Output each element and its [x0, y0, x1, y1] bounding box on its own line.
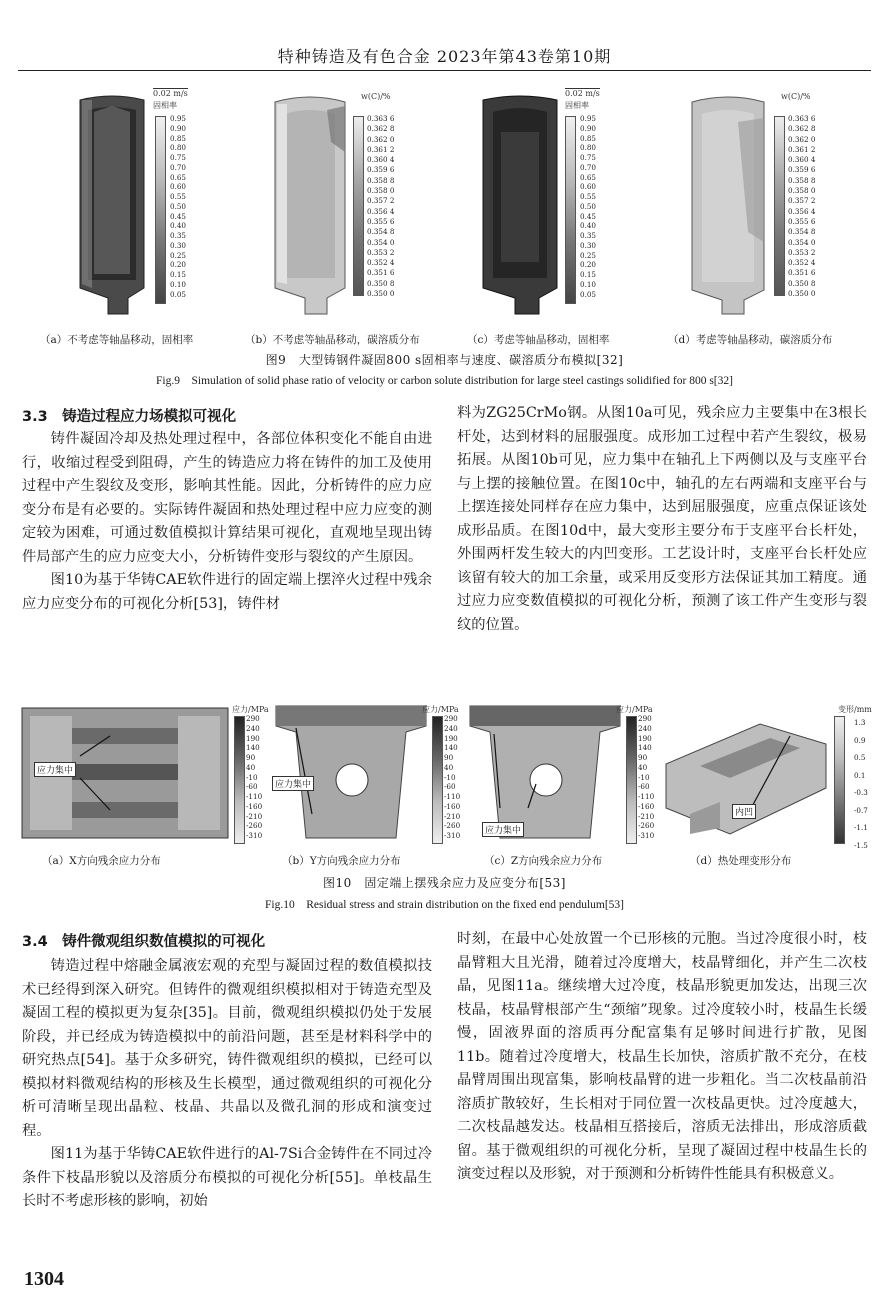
colorbar-tick: -110	[246, 792, 263, 801]
colorbar-tick: 0.353 2	[367, 247, 395, 257]
colorbar-tick: 0.35	[170, 231, 187, 240]
colorbar-tick: 0.10	[170, 279, 187, 289]
legend-title: 变形/mm	[838, 705, 872, 714]
colorbar-tick: 0.90	[170, 123, 187, 133]
colorbar-tick: -260	[638, 821, 655, 831]
colorbar-tick: 0.359 6	[367, 165, 395, 175]
fig9-panel-d	[678, 86, 838, 326]
colorbar-tick: -110	[638, 792, 655, 801]
colorbar-tick: 0.20	[170, 260, 187, 270]
fig9-title-en: Fig.9 Simulation of solid phase ratio of velocity or carbon solute distribution for large steel castings solidified for 800 s[32]	[156, 375, 733, 387]
colorbar-tick: -260	[444, 821, 461, 831]
colorbar-ticks	[854, 714, 868, 854]
colorbar-tick: 0.355 6	[367, 216, 395, 226]
colorbar-tick: -0.7	[854, 805, 868, 815]
colorbar-tick: 0.25	[170, 250, 187, 260]
colorbar-ticks	[444, 714, 460, 841]
colorbar-tick: 0.90	[580, 123, 597, 133]
fig9-title-cn: 图9 大型铸钢件凝固800 s固相率与速度、碳溶质分布模拟[32]	[265, 353, 624, 367]
legend-title: 应力/MPa	[422, 705, 459, 714]
legend-title: 固相率	[153, 101, 177, 110]
section-3-3-heading: 3.3 铸造过程应力场模拟可视化	[22, 409, 237, 425]
colorbar-tick: -310	[638, 831, 655, 840]
colorbar	[565, 116, 576, 304]
deformation-plot	[660, 704, 830, 844]
colorbar-tick: -60	[246, 782, 258, 792]
colorbar-tick: 140	[246, 743, 260, 753]
colorbar-tick: 0.55	[580, 192, 597, 201]
journal-title: 特种铸造及有色合金 2023年第43卷第10期	[277, 47, 612, 66]
colorbar-tick: 0.352 4	[367, 258, 395, 268]
colorbar-tick: 0.95	[580, 114, 597, 123]
colorbar-tick: 0.85	[170, 133, 187, 143]
colorbar-tick: 0.20	[580, 260, 597, 270]
paragraph: 图10为基于华铸CAE软件进行的固定端上摆淬火过程中残余应力应变分布的可视化分析[53]，铸件材	[22, 572, 432, 612]
colorbar-tick: 290	[638, 714, 652, 723]
colorbar-tick: 0.75	[580, 153, 597, 162]
colorbar-tick: 240	[638, 723, 652, 733]
colorbar-tick: 0.45	[170, 211, 187, 221]
fig9-panel-c	[475, 86, 625, 326]
fig10c-caption: （c）Z方向残余应力分布	[484, 855, 603, 867]
colorbar-tick: 0.357 2	[788, 196, 816, 206]
paragraph: 料为ZG25CrMo钢。从图10a可见，残余应力主要集中在3根长杆处，达到材料的屈服强度。成形加工过程中若产生裂纹，极易拓展。从图10b可见，应力集中在轴孔上下两侧以及与支座平台与上摆的接触位置。在图10c中，轴孔的左右两端和支座平台与上摆连接处同样存在应力集中，达到屈服强度，应重点保证该处成形品质。在图10d中，最大变形主要分布于支座平台长杆处，外围两杆发生较大的内凹变形。工艺设计时，支座平台长杆处应该留有较大的加工余量，或采用反变形方法保证其加工精度。通过应力应变数值模拟的可视化分析，预测了该工件产生变形与裂纹的位置。	[457, 405, 867, 633]
colorbar-tick: 0.362 0	[788, 134, 816, 144]
colorbar-tick: 0.70	[580, 162, 597, 172]
legend-title: 应力/MPa	[616, 705, 653, 714]
colorbar-tick: -60	[444, 782, 456, 792]
colorbar-ticks	[788, 114, 815, 299]
fig10-title-en: Fig.10 Residual stress and strain distribution on the fixed end pendulum[53]	[264, 899, 624, 911]
section-3-4-left-text	[22, 955, 432, 1214]
colorbar-tick: 0.70	[170, 162, 187, 172]
paragraph: 时刻，在最中心处放置一个已形核的元胞。当过冷度很小时，枝晶臂粗大且光滑，随着过冷度增大，枝晶臂细化，并产生二次枝晶，见图11a。继续增大过冷度，枝晶形貌更加发达，出现三次枝晶，枝晶臂根部产生“颈缩”现象。过冷度较小时，枝晶生长缓慢，固液界面的溶质再分配富集有足够时间进行扩散，见图11b。随着过冷度增大，枝晶生长加快，溶质扩散不充分，在枝晶臂周围出现富集，影响枝晶臂的进一步粗化。当二次枝晶前沿溶质扩散较好，生长相对于同位置一次枝晶更快。过冷度越大，二次枝晶越发达。枝晶相互搭接后，溶质无法排出，形成溶质截留。基于微观组织的可视化分析，呈现了凝固过程中枝晶生长的演变过程以及形貌，对于预测和分析铸件性能具有积极意义。	[457, 931, 867, 1182]
section-3-3-right-text	[457, 402, 867, 637]
colorbar-tick: 0.350 8	[788, 278, 816, 288]
colorbar-tick: -160	[638, 801, 655, 811]
colorbar-tick: -60	[638, 782, 650, 792]
colorbar-tick: 0.60	[580, 182, 597, 192]
colorbar-tick: 0.30	[170, 240, 187, 250]
colorbar-tick: -260	[246, 821, 263, 831]
fig10-panel-b	[272, 704, 472, 844]
colorbar-tick: -1.5	[854, 840, 868, 850]
colorbar-tick: 0.65	[580, 172, 597, 182]
colorbar-tick: 0.60	[170, 182, 187, 192]
section-3-4-right-text	[457, 928, 867, 1187]
colorbar-tick: 0.352 4	[788, 258, 816, 268]
colorbar-tick: 0.355 6	[788, 216, 816, 226]
casting-carbon-d	[678, 92, 778, 322]
fig9d-caption: （d）考虑等轴晶移动，碳溶质分布	[668, 334, 833, 346]
colorbar-tick: 0.354 8	[788, 227, 816, 237]
colorbar-tick: 140	[638, 743, 652, 753]
colorbar-tick: 90	[638, 753, 648, 762]
colorbar-tick: 0.358 8	[367, 175, 395, 185]
colorbar-tick: 90	[246, 753, 256, 762]
fig10-panel-a	[20, 704, 270, 844]
colorbar-tick: 0.80	[580, 143, 597, 153]
figure-10	[0, 704, 889, 854]
fig9-panel-a	[60, 86, 200, 326]
colorbar-tick: 0.5	[854, 753, 866, 762]
colorbar-tick: -0.3	[854, 788, 868, 797]
colorbar-tick: 90	[444, 753, 454, 762]
colorbar-tick: 0.55	[170, 192, 187, 201]
colorbar-tick: 0.358 8	[788, 175, 816, 185]
casting-solid-fraction-a	[72, 92, 152, 322]
colorbar-tick: 0.50	[580, 201, 597, 211]
colorbar-tick: 0.10	[580, 279, 597, 289]
colorbar-tick: -160	[246, 801, 263, 811]
colorbar-ticks	[638, 714, 654, 841]
colorbar	[834, 716, 845, 844]
colorbar-tick: -10	[246, 772, 258, 782]
figure-9	[0, 86, 889, 346]
legend-title: w(C)/%	[781, 92, 811, 101]
colorbar-tick: 0.9	[854, 735, 866, 745]
colorbar-tick: 140	[444, 743, 458, 753]
fig10d-caption: （d）热处理变形分布	[690, 855, 792, 867]
colorbar-tick: 0.358 0	[788, 186, 816, 196]
colorbar-tick: 240	[444, 723, 458, 733]
colorbar-tick: 0.351 6	[788, 268, 816, 278]
colorbar-tick: 290	[246, 714, 260, 723]
colorbar	[234, 716, 245, 844]
colorbar-tick: 0.350 8	[367, 278, 395, 288]
page-number: 1304	[24, 1268, 64, 1290]
colorbar-tick: 0.65	[170, 172, 187, 182]
colorbar-tick: 0.50	[170, 201, 187, 211]
colorbar-tick: 0.35	[580, 231, 597, 240]
stress-concentration-label: 应力集中	[482, 822, 524, 837]
colorbar-tick: 0.75	[170, 153, 187, 162]
colorbar-tick: 0.1	[854, 770, 866, 780]
colorbar-tick: 0.353 2	[788, 247, 816, 257]
colorbar-tick: 0.363 6	[367, 114, 395, 123]
section-3-4-heading: 3.4 铸件微观组织数值模拟的可视化	[22, 934, 266, 950]
colorbar-tick: 0.363 6	[788, 114, 816, 123]
colorbar-ticks	[246, 714, 262, 841]
fig10b-caption: （b）Y方向残余应力分布	[282, 855, 401, 867]
colorbar-ticks	[170, 114, 186, 299]
section-3-3-left-text	[22, 428, 432, 616]
fig9b-caption: （b）不考虑等轴晶移动，碳溶质分布	[245, 334, 420, 346]
colorbar-tick: 0.05	[580, 289, 597, 299]
fig9a-caption: （a）不考虑等轴晶移动，固相率	[40, 334, 194, 346]
colorbar-tick: 40	[444, 762, 454, 772]
colorbar-tick: 0.15	[580, 270, 597, 279]
colorbar-tick: 0.356 4	[788, 206, 816, 216]
legend-title: w(C)/%	[361, 92, 391, 101]
stress-concentration-label: 应力集中	[272, 776, 314, 791]
stress-concentration-label: 应力集中	[34, 762, 76, 777]
colorbar-tick: 0.350 0	[788, 289, 816, 299]
colorbar-tick: 0.357 2	[367, 196, 395, 206]
colorbar-tick: 0.354 0	[367, 237, 395, 247]
colorbar-ticks	[580, 114, 596, 299]
colorbar-tick: 0.354 8	[367, 227, 395, 237]
legend-title: 固相率	[565, 101, 589, 110]
colorbar-tick: 0.360 4	[788, 155, 816, 165]
casting-carbon-b	[265, 92, 355, 322]
paragraph: 图11为基于华铸CAE软件进行的Al-7Si合金铸件在不同过冷条件下枝晶形貌以及溶质分布模拟的可视化分析[55]。单枝晶生长时不考虑形核的影响，初始	[22, 1146, 432, 1209]
fig9-panel-b	[265, 86, 415, 326]
velocity-scale: 0.02 m/s	[153, 89, 188, 98]
colorbar-tick: 40	[638, 762, 648, 772]
running-header	[18, 40, 871, 71]
colorbar	[432, 716, 443, 844]
colorbar-tick: 240	[246, 723, 260, 733]
colorbar-tick: 190	[638, 733, 652, 743]
colorbar-tick: 0.15	[170, 270, 187, 279]
paragraph: 铸造过程中熔融金属液宏观的充型与凝固过程的数值模拟技术已经得到深入研究。但铸件的微观组织模拟相对于铸造充型及凝固工程的模拟更为复杂[35]。目前，微观组织模拟仍处于发展阶段，并已经成为铸造模拟中的前沿问题，甚至是材料科学中的研究热点[54]。基于众多研究，铸件微观组织的模拟，已经可以模拟材料微观结构的形核及生长模型，通过微观组织的可视化分析可清晰呈现出晶粒、枝晶、共晶以及微孔洞的形成和演变过程。	[22, 958, 432, 1139]
colorbar-ticks	[367, 114, 394, 299]
colorbar-tick: -210	[246, 811, 263, 821]
colorbar-tick: -160	[444, 801, 461, 811]
colorbar	[155, 116, 166, 304]
colorbar-tick: -210	[444, 811, 461, 821]
colorbar-tick: -110	[444, 792, 461, 801]
colorbar-tick: 0.30	[580, 240, 597, 250]
colorbar-tick: 0.362 8	[367, 124, 395, 134]
colorbar-tick: 0.361 2	[788, 144, 816, 154]
fig10a-caption: （a）X方向残余应力分布	[42, 855, 161, 867]
colorbar-tick: 0.351 6	[367, 268, 395, 278]
colorbar-tick: 0.362 8	[788, 124, 816, 134]
paragraph: 铸件凝固冷却及热处理过程中，各部位体积变化不能自由进行，收缩过程受到阻碍，产生的铸造应力将在铸件的加工及使用过程中产生裂纹及变形，影响其性能。因此，分析铸件的应力应变分布是有必要的。实际铸件凝固和热处理过程中应力应变的测定较为困难，可通过数值模拟计算结果可视化，直观地呈现出铸件局部产生的应力应变大小，分析铸件变形与裂纹的产生原因。	[22, 431, 432, 565]
colorbar-tick: -310	[444, 831, 461, 840]
colorbar-tick: 190	[444, 733, 458, 743]
colorbar-tick: 0.356 4	[367, 206, 395, 216]
colorbar-tick: 0.359 6	[788, 165, 816, 175]
colorbar-tick: 0.354 0	[788, 237, 816, 247]
inward-deformation-label: 内凹	[732, 804, 756, 819]
colorbar-tick: 40	[246, 762, 256, 772]
colorbar-tick: 0.360 4	[367, 155, 395, 165]
colorbar-tick: 0.358 0	[367, 186, 395, 196]
y-stress-plot	[272, 704, 430, 844]
fig9c-caption: （c）考虑等轴晶移动，固相率	[467, 334, 610, 346]
colorbar-tick: 0.361 2	[367, 144, 395, 154]
colorbar-tick: 0.95	[170, 114, 187, 123]
colorbar-tick: 0.40	[170, 221, 187, 231]
colorbar-tick: -1.1	[854, 823, 868, 832]
colorbar-tick: 0.362 0	[367, 134, 395, 144]
fig10-title-cn: 图10 固定端上摆残余应力及应变分布[53]	[323, 876, 566, 890]
colorbar-tick: 0.25	[580, 250, 597, 260]
legend-title: 应力/MPa	[232, 705, 269, 714]
colorbar-tick: -10	[638, 772, 650, 782]
colorbar-tick: -310	[246, 831, 263, 840]
velocity-scale: 0.02 m/s	[565, 89, 600, 98]
colorbar	[774, 116, 785, 296]
colorbar	[626, 716, 637, 844]
colorbar-tick: 0.85	[580, 133, 597, 143]
colorbar-tick: -10	[444, 772, 456, 782]
colorbar-tick: 0.45	[580, 211, 597, 221]
fig10-panel-d	[660, 704, 880, 850]
colorbar-tick: 0.05	[170, 289, 187, 299]
colorbar-tick: 1.3	[854, 718, 866, 727]
colorbar-tick: 0.40	[580, 221, 597, 231]
colorbar-tick: 0.350 0	[367, 289, 395, 299]
colorbar-tick: -210	[638, 811, 655, 821]
colorbar-tick: 290	[444, 714, 458, 723]
colorbar	[353, 116, 364, 296]
casting-solid-fraction-c	[475, 92, 565, 322]
fig10-panel-c	[466, 704, 666, 844]
colorbar-tick: 190	[246, 733, 260, 743]
colorbar-tick: 0.80	[170, 143, 187, 153]
